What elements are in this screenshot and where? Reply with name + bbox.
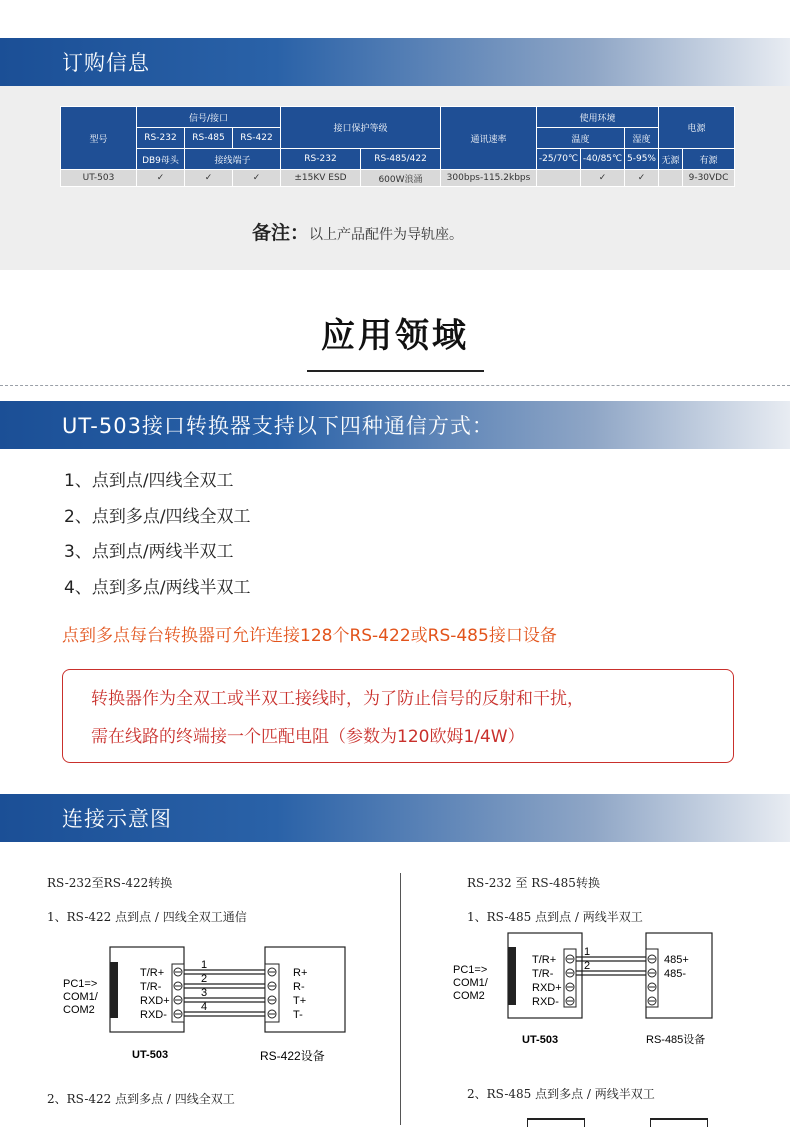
right-diagram-sub2: 2、RS-485 点到多点 / 两线半双工 — [467, 1087, 655, 1101]
device-label: RS-422设备 — [260, 1049, 325, 1063]
converter-box-partial — [527, 1118, 585, 1127]
right-diagram-sub1: 1、RS-485 点到点 / 两线半双工 — [467, 910, 643, 924]
device-box-partial — [650, 1118, 708, 1127]
warning-line-1: 转换器作为全双工或半双工接线时，为了防止信号的反射和干扰， — [91, 689, 584, 709]
wire-number: 4 — [201, 1001, 208, 1013]
left-diagram-sub1: 1、RS-422 点到点 / 四线全双工通信 — [47, 910, 247, 924]
header-model: 型号 — [61, 107, 137, 170]
order-note-label: 备注： — [252, 222, 310, 244]
pc-label-3: COM2 — [63, 1004, 95, 1016]
header-temp-2: -40/85℃ — [581, 149, 625, 170]
wire-number: 1 — [584, 946, 591, 958]
rs422-wiring-diagram — [60, 940, 360, 1070]
list-item: 4、点到多点/两线半双工 — [64, 578, 251, 599]
right-diagram-heading: RS-232 至 RS-485转换 — [467, 876, 600, 890]
order-info-title: 订购信息 — [62, 51, 150, 75]
header-humid-1: 5-95% — [625, 149, 659, 170]
header-rs232: RS-232 — [137, 128, 185, 149]
connection-banner — [0, 794, 790, 842]
device-pin: R+ — [293, 967, 308, 979]
device-pin: 485- — [664, 968, 687, 980]
cell-power-active: 9-30VDC — [683, 170, 735, 187]
header-terminal: 接线端子 — [185, 149, 281, 170]
wire-number: 2 — [201, 973, 208, 985]
wire-number: 2 — [584, 960, 591, 972]
header-baud: 通讯速率 — [441, 107, 537, 170]
cell-power-none — [659, 170, 683, 187]
cell-check: ✓ — [137, 170, 185, 187]
left-diagram-sub2: 2、RS-422 点到多点 / 四线全双工 — [47, 1092, 235, 1106]
list-item: 3、点到点/两线半双工 — [64, 542, 234, 563]
pin-label: RXD+ — [140, 995, 170, 1007]
converter-label: UT-503 — [132, 1049, 169, 1061]
pin-label: RXD+ — [532, 982, 562, 994]
header-power-none: 无源 — [659, 149, 683, 170]
header-power-active: 有源 — [683, 149, 735, 170]
pc-label-2: COM1/ — [63, 991, 98, 1003]
modes-banner — [0, 401, 790, 449]
wire-number: 3 — [201, 987, 208, 999]
header-power: 电源 — [659, 107, 735, 149]
pc-label-1: PC1=> — [63, 978, 98, 990]
pin-label: RXD- — [140, 1009, 167, 1021]
pin-label: T/R- — [140, 981, 162, 993]
cell-model: UT-503 — [61, 170, 137, 187]
pc-label-2: COM1/ — [453, 977, 488, 989]
list-item: 2、点到多点/四线全双工 — [64, 506, 251, 527]
device-pin: T- — [293, 1009, 303, 1021]
dashed-divider — [0, 385, 790, 386]
rs485-wiring-diagram — [450, 925, 740, 1055]
device-pin: T+ — [293, 995, 307, 1007]
order-info-banner — [0, 38, 790, 86]
left-diagram-heading: RS-232至RS-422转换 — [47, 876, 173, 890]
device-pin: R- — [293, 981, 305, 993]
warning-line-2: 需在线路的终端接一个匹配电阻（参数为120欧姆1/4W） — [91, 727, 525, 747]
header-protect-232: RS-232 — [281, 149, 361, 170]
spec-table — [60, 106, 735, 187]
header-db9: DB9母头 — [137, 149, 185, 170]
cell-esd: ±15KV ESD — [281, 170, 361, 187]
header-rs422: RS-422 — [233, 128, 281, 149]
multipoint-note: 点到多点每台转换器可允许连接128个RS-422或RS-485接口设备 — [62, 626, 557, 646]
converter-label: UT-503 — [522, 1034, 559, 1046]
header-rs485: RS-485 — [185, 128, 233, 149]
pc-label-1: PC1=> — [453, 964, 488, 976]
table-row — [61, 170, 735, 187]
order-note-text: 以上产品配件为导轨座。 — [309, 227, 464, 243]
cell-temp-1 — [537, 170, 581, 187]
cell-baud: 300bps-115.2kbps — [441, 170, 537, 187]
header-signal: 信号/接口 — [137, 107, 281, 128]
cell-surge: 600W浪涌 — [361, 170, 441, 187]
pin-label: T/R+ — [140, 967, 165, 979]
cell-temp-2: ✓ — [581, 170, 625, 187]
cell-check: ✓ — [185, 170, 233, 187]
order-note — [252, 218, 463, 245]
list-item: 1、点到点/四线全双工 — [64, 471, 234, 491]
db9-connector — [110, 962, 118, 1018]
header-protect-485: RS-485/422 — [361, 149, 441, 170]
column-divider — [400, 873, 401, 1125]
device-label: RS-485设备 — [646, 1034, 706, 1046]
modes-list — [64, 464, 251, 607]
cell-humid: ✓ — [625, 170, 659, 187]
applications-title: 应用领域 — [321, 316, 469, 356]
header-humid: 湿度 — [625, 128, 659, 149]
pin-label: RXD- — [532, 996, 559, 1008]
pin-label: T/R+ — [532, 954, 557, 966]
header-env: 使用环境 — [537, 107, 659, 128]
device-pin: 485+ — [664, 954, 689, 966]
connection-banner-text: 连接示意图 — [62, 807, 172, 831]
db9-connector — [508, 947, 516, 1005]
header-temp: 温度 — [537, 128, 625, 149]
pin-label: T/R- — [532, 968, 554, 980]
cell-check: ✓ — [233, 170, 281, 187]
header-temp-1: -25/70℃ — [537, 149, 581, 170]
warning-box — [62, 669, 734, 763]
modes-banner-text: UT-503接口转换器支持以下四种通信方式： — [62, 414, 494, 438]
wire-number: 1 — [201, 959, 208, 971]
title-underline — [307, 370, 484, 372]
pc-label-3: COM2 — [453, 990, 485, 1002]
header-protect: 接口保护等级 — [281, 107, 441, 149]
